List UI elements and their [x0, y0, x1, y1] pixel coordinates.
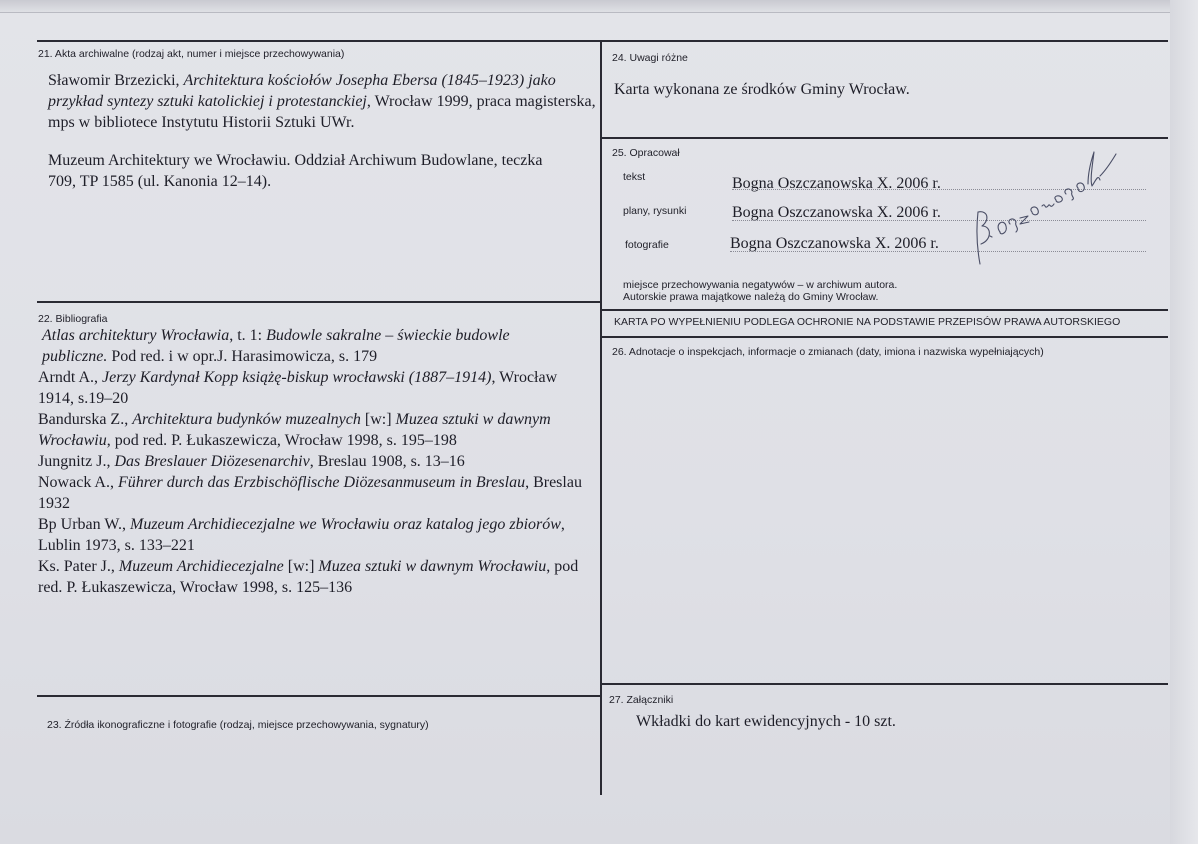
card-top-edge — [0, 0, 1198, 13]
entry-rest: , Breslau 1908, s. 13–16 — [309, 453, 465, 470]
section-26-label: 26. Adnotacje o inspekcjach, informacje o zmianach (daty, imiona i nazwiska wypełniających) — [612, 346, 1044, 358]
row-label-photos: fotografie — [625, 239, 669, 251]
entry-title: Muzeum Archidiecezjalne — [118, 558, 284, 575]
rule-25-notice — [601, 309, 1168, 311]
row-value-plans: Bogna Oszczanowska X. 2006 r. — [732, 204, 941, 221]
bibliography-entry — [38, 451, 594, 472]
section-24-label: 24. Uwagi różne — [612, 52, 688, 64]
bibliography-entry — [38, 409, 594, 451]
entry-author: Sławomir Brzezicki, — [48, 72, 184, 89]
bibliography-entry — [38, 556, 594, 598]
section-25-label: 25. Opracował — [612, 147, 680, 159]
entry-middle: , t. 1: — [229, 327, 267, 344]
bibliography-entry — [38, 325, 552, 367]
entry-rest: Wrocław 1914, s.19–20 — [38, 369, 558, 407]
entry-rest: , Wrocław 1999, praca magisterska, mps w bibliotece Instytutu Historii Sztuki UWr. — [48, 93, 596, 131]
rights-note: Autorskie prawa majątkowe należą do Gminy Wrocław. — [623, 291, 879, 303]
section-21-entry-1 — [48, 70, 596, 133]
rule-26-27 — [601, 683, 1168, 685]
entry-middle: [w:] — [360, 411, 396, 428]
entry-rest: , pod red. P. Łukaszewicza, Wrocław 1998, s. 125–136 — [38, 558, 579, 596]
row-label-text: tekst — [623, 171, 646, 183]
row-value-text: Bogna Oszczanowska X. 2006 r. — [732, 175, 941, 192]
entry-middle: [w:] — [283, 558, 319, 575]
bibliography-list — [38, 325, 594, 598]
copyright-notice: KARTA PO WYPEŁNIENIU PODLEGA OCHRONIE NA PODSTAWIE PRZEPISÓW PRAWA AUTORSKIEGO — [614, 316, 1121, 328]
rule-24-25 — [601, 137, 1168, 139]
entry-author: Arndt A., — [38, 369, 102, 386]
signature-image — [960, 140, 1120, 270]
row-label-plans: plany, rysunki — [623, 205, 687, 217]
negatives-note: miejsce przechowywania negatywów – w archiwum autora. — [623, 279, 898, 291]
entry-rest: , Breslau 1932 — [38, 474, 582, 512]
rule-22-23 — [37, 695, 600, 697]
entry-title: Jerzy Kardynał Kopp książę-biskup wrocławski (1887–1914) — [102, 369, 492, 386]
entry-middle: , — [491, 369, 496, 386]
bibliography-entry — [38, 367, 594, 409]
entry-author: Ks. Pater J., — [38, 558, 119, 575]
section-27-label: 27. Załączniki — [609, 694, 674, 706]
entry-title: Das Breslauer Diözesenarchiv — [114, 453, 310, 470]
section-23-label: 23. Źródła ikonograficzne i fotografie (rodzaj, miejsce przechowywania, sygnatury) — [47, 719, 429, 731]
entry-rest: , pod red. P. Łukaszewicza, Wrocław 1998, s. 195–198 — [106, 432, 457, 449]
entry-title-2: Muzea sztuki w dawnym Wrocławiu — [38, 411, 551, 449]
entry-title-2: Muzea sztuki w dawnym Wrocławiu — [318, 558, 547, 575]
section-22-label: 22. Bibliografia — [38, 313, 108, 325]
section-24-text: Karta wykonana ze środków Gminy Wrocław. — [614, 81, 910, 98]
entry-author: Bandurska Z., — [38, 411, 133, 428]
card-right-edge — [1170, 0, 1198, 844]
entry-rest: Pod red. i w opr.J. Harasimowicza, s. 179 — [107, 348, 378, 365]
rule-21-22 — [37, 301, 600, 303]
bibliography-entry — [38, 472, 594, 514]
center-divider — [600, 40, 602, 795]
entry-title: Architektura budynków muzealnych — [132, 411, 361, 428]
section-21-entry-2: Muzeum Architektury we Wrocławiu. Oddział Archiwum Budowlane, teczka 709, TP 1585 (ul. Kanonia 12–14). — [48, 152, 543, 190]
entry-title: Muzeum Archidiecezjalne we Wrocławiu oraz katalog jego zbiorów — [130, 516, 561, 533]
section-27-text: Wkładki do kart ewidencyjnych - 10 szt. — [636, 713, 896, 730]
entry-title: Führer durch das Erzbischöflische Diözesanmuseum in Breslau — [117, 474, 526, 491]
entry-title: Atlas architektury Wrocławia — [42, 327, 230, 344]
rule-notice-26 — [601, 336, 1168, 338]
section-21-label: 21. Akta archiwalne (rodzaj akt, numer i miejsce przechowywania) — [38, 48, 345, 60]
bibliography-entry — [38, 514, 594, 556]
entry-author: Jungnitz J., — [38, 453, 115, 470]
entry-rest: , Lublin 1973, s. 133–221 — [38, 516, 565, 554]
entry-author: Bp Urban W., — [38, 516, 130, 533]
top-rule — [37, 40, 1168, 42]
entry-title-2: Budowle sakralne – świeckie budowle publiczne. — [42, 327, 510, 365]
row-value-photos: Bogna Oszczanowska X. 2006 r. — [730, 235, 939, 252]
entry-author: Nowack A., — [38, 474, 118, 491]
entry-title: Architektura kościołów Josepha Ebersa (1845–1923) jako przykład syntezy sztuki katolickiej i protestanckiej — [48, 72, 556, 110]
